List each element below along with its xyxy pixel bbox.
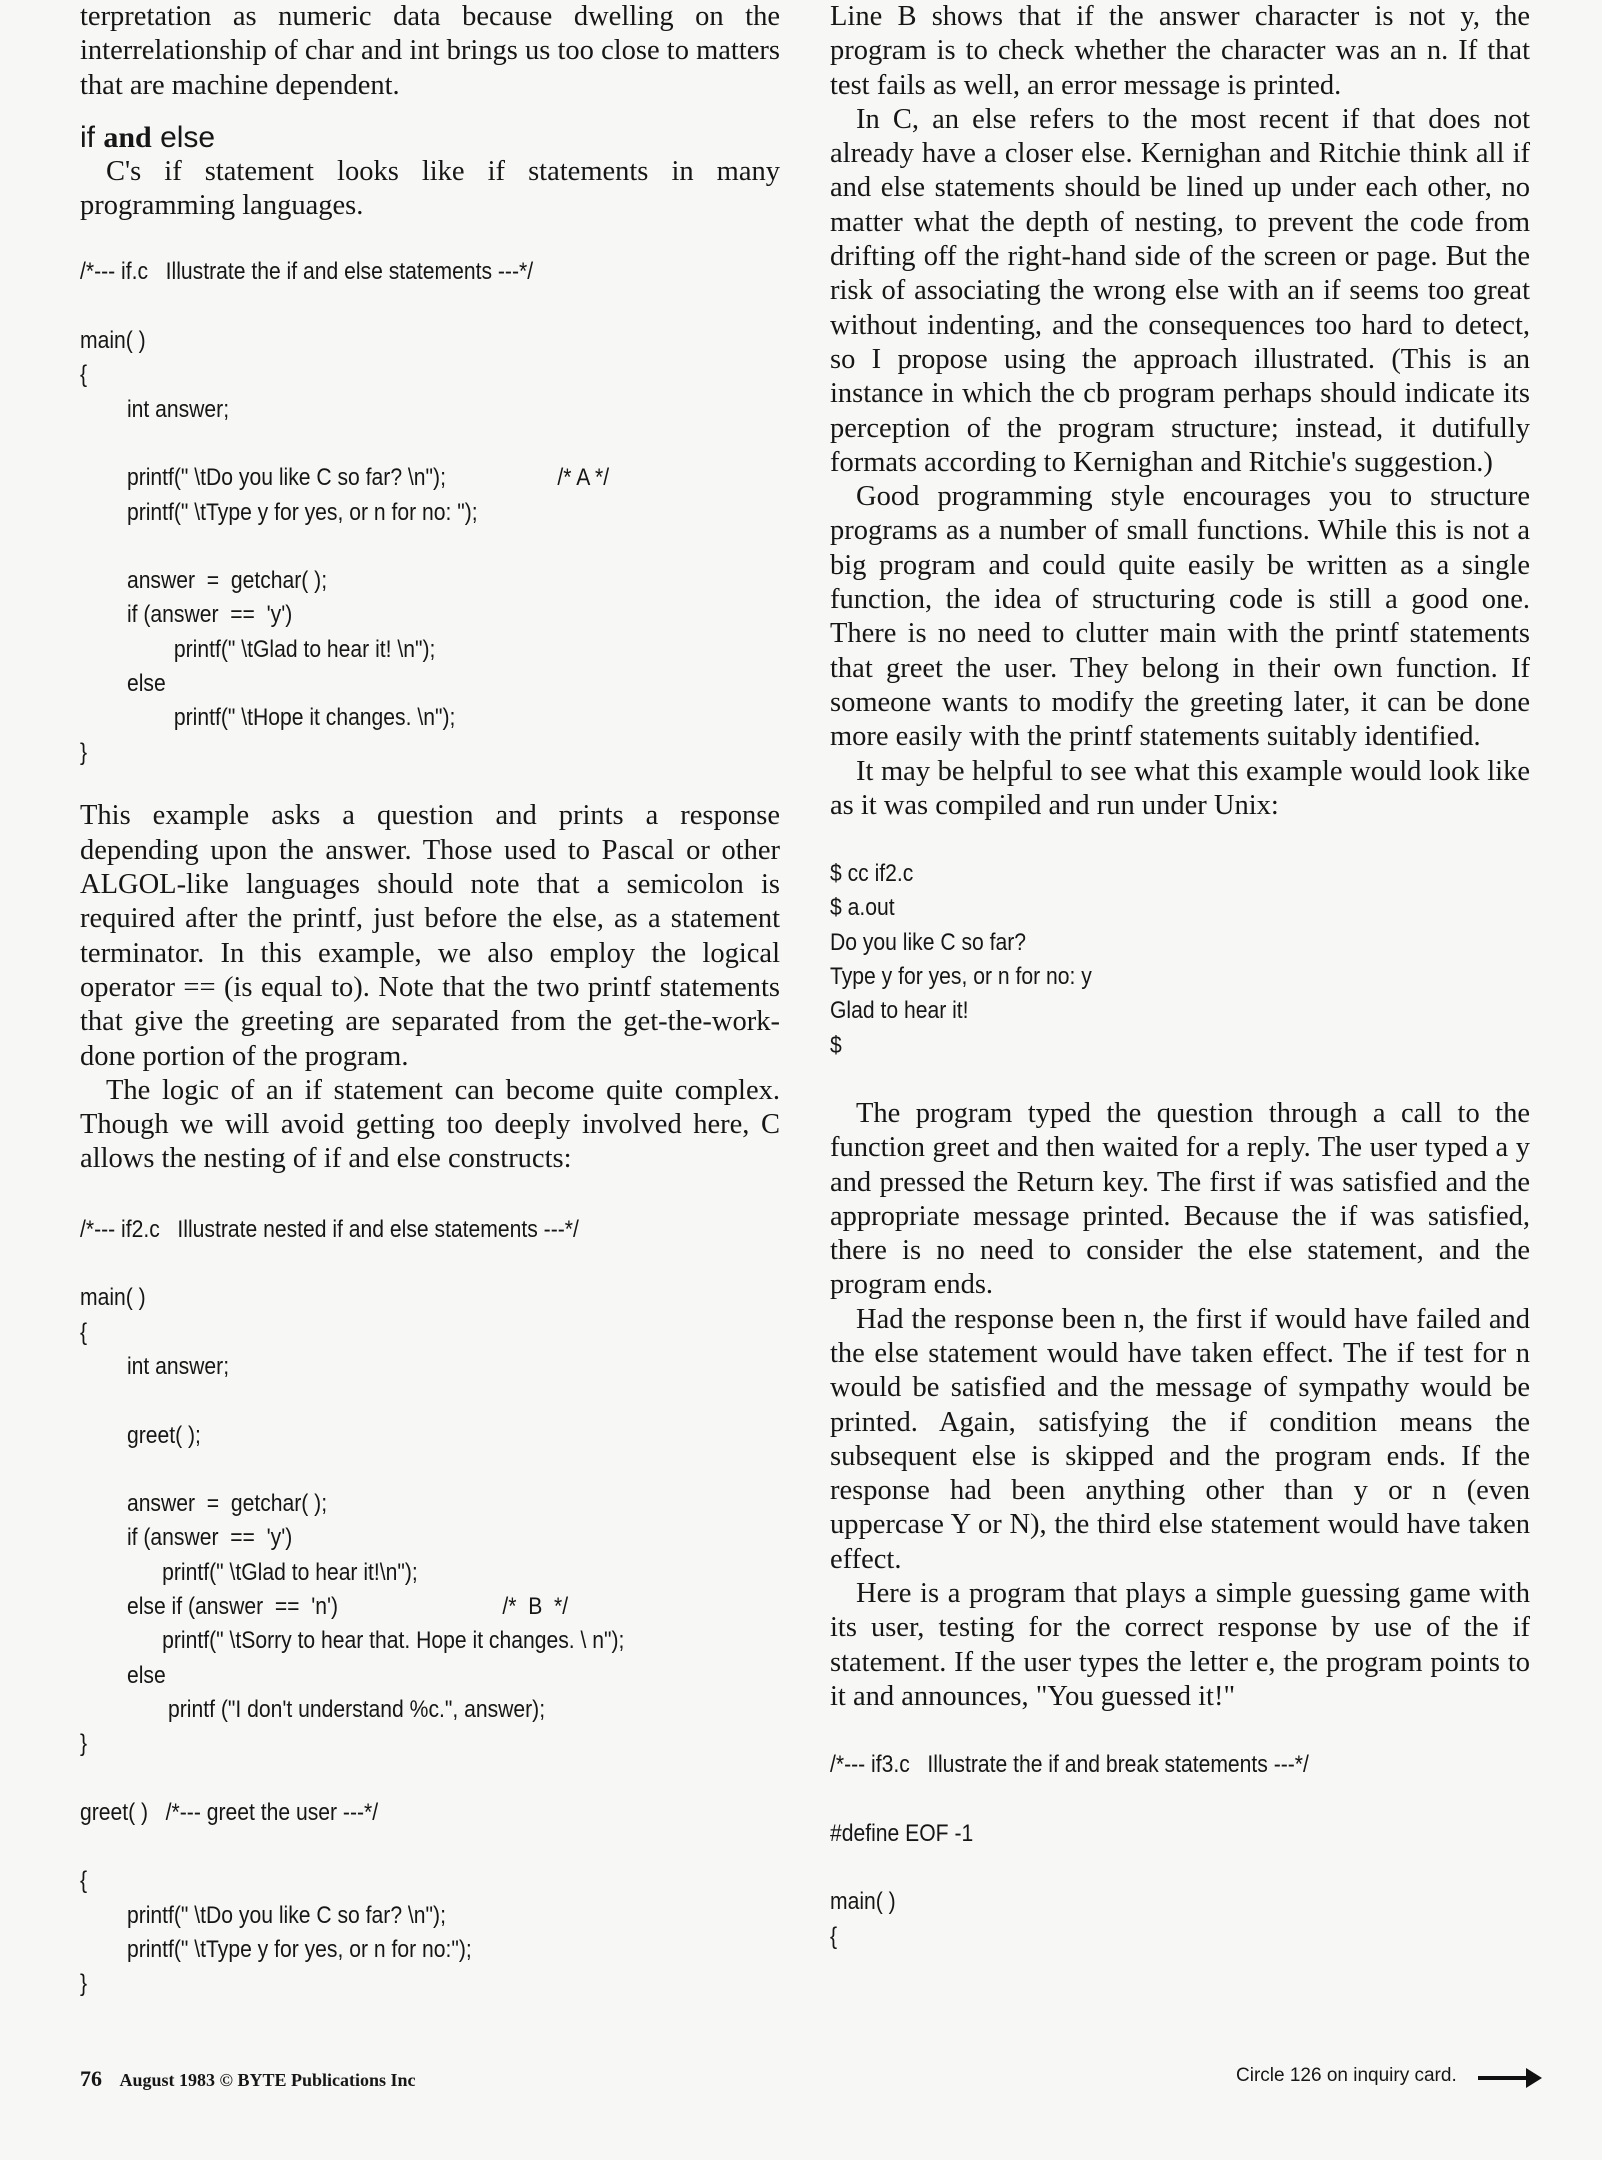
heading-if: if <box>80 120 95 154</box>
page-footer <box>80 2066 416 2092</box>
typed-paragraph: The program typed the question through a call to the function greet and then waited for a reply. The user typed a y and pressed the Return key. The first if was satisfied and the appropriate message printed. Because the if was satisfied, there is no need to consider the else statement, and the program ends. <box>830 1097 1530 1301</box>
arrow-right-icon <box>1478 2076 1528 2080</box>
right-column <box>830 0 1530 1954</box>
code-listing-if2: /*--- if2.c Illustrate nested if and else statements ---*/ main( ) { int answer; greet( ); answer = getchar( ); if (answer == 'y') printf(" \tGlad to hear it!\n"); else if (answer == 'n') /* B */ printf(" \tSorry to hear that. Hope it changes. \ n"); else printf ("I don't understand %c.", answer); } greet( ) /*--- greet the user ---*/ { printf(" \tDo you like C so far? \n"); printf(" \tType y for yes, or n for no:"); } <box>80 1215 625 1998</box>
left-column <box>80 0 780 2002</box>
page-number: 76 <box>80 2066 102 2091</box>
response-paragraph: Had the response been n, the first if would have failed and the else statement would have taken effect. The if test for n would be satisfied and the message of sympathy would be printed. Again, satisfying the if condition means the subsequent else is skipped and the program ends. If the response had been anything other than y or n (even uppercase Y or N), the third else statement would have taken effect. <box>830 1303 1530 1575</box>
example-paragraph: This example asks a question and prints a response depending upon the answer. Those used to Pascal or other ALGOL-like languages should note that a semicolon is required after the printf, just before the else, as a statement terminator. In this example, we also employ the logical operator == (is equal to). Note that the two printf statements that give the greeting are separated from the get-the-work-done portion of the program. <box>80 800 780 1072</box>
unix-paragraph: It may be helpful to see what this example would look like as it was compiled and run under Unix: <box>830 755 1530 821</box>
else-paragraph: In C, an else refers to the most recent if that does not already have a closer else. Kernighan and Ritchie think all if and else statements should be lined up under each other, no matter what the depth of nesting, to prevent the code from drifting off the right-hand side of the screen or page. But the risk of associating the wrong else with an if seems too great without indenting, and the consequences too hard to detect, so I propose using the approach illustrated. (This is an instance in which the cb program perhaps should indicate its perception of the program structure; instead, it dutifully formats according to Kernighan and Ritchie's suggestion.) <box>830 103 1530 478</box>
logic-paragraph: The logic of an if statement can become quite complex. Though we will avoid getting too deeply involved here, C allows the nesting of if and else constructs: <box>80 1074 780 1175</box>
section-heading <box>80 121 780 155</box>
inquiry-note: Circle 126 on inquiry card. <box>1236 2065 1457 2086</box>
code-listing-if: /*--- if.c Illustrate the if and else statements ---*/ main( ) { int answer; printf(" \tDo you like C so far? \n"); /* A */ printf(" \tType y for yes, or n for no: "); answer = getchar( ); if (answer == 'y') printf(" \tGlad to hear it! \n"); else printf(" \tHope it changes. \n"); } <box>80 258 610 766</box>
code-listing-if3: /*--- if3.c Illustrate the if and break statements ---*/ #define EOF -1 main( ) { <box>830 1751 1309 1950</box>
heading-and: and <box>103 120 152 154</box>
terminal-session: $ cc if2.c $ a.out Do you like C so far? Type y for yes, or n for no: y Glad to hear it! $ <box>830 860 1092 1059</box>
style-paragraph: Good programming style encourages you to structure programs as a number of small functions. While this is not a big program and could quite easily be written as a single function, the idea of structuring code is still a good one. There is no need to clutter main with the printf statements that greet the user. They belong in their own function. If someone wants to modify the greeting later, it can be done more easily with the printf statements suitably identified. <box>830 481 1530 753</box>
line-b-paragraph: Line B shows that if the answer character is not y, the program is to check whether the character was an n. If that test fails as well, an error message is printed. <box>830 1 1530 101</box>
guessing-game-paragraph: Here is a program that plays a simple guessing game with its user, testing for the correct response by use of the if statement. If the user types the letter e, the program points to it and announces, "You guessed it!" <box>830 1578 1530 1712</box>
if-intro-paragraph: C's if statement looks like if statements in many programming languages. <box>80 155 780 222</box>
publication-credit: August 1983 © BYTE Publications Inc <box>119 2070 416 2090</box>
heading-else: else <box>160 120 216 154</box>
intro-paragraph: terpretation as numeric data because dwelling on the interrelationship of char and int brings us too close to matters that are machine dependent. <box>80 1 780 101</box>
